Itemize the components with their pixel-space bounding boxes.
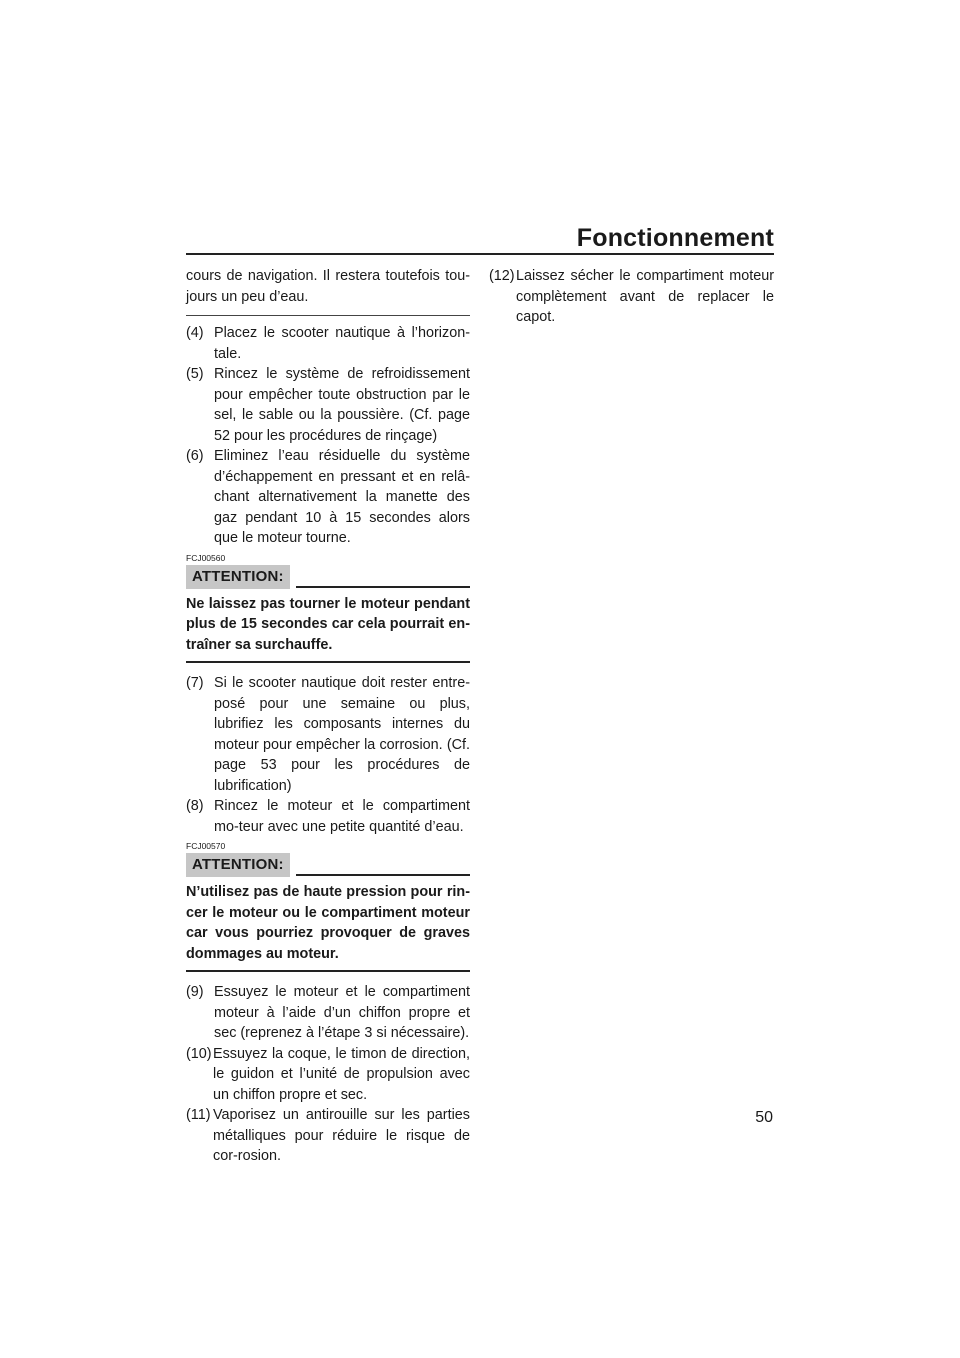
attention-text: N’utilisez pas de haute pression pour rin-cer le moteur ou le compartiment moteur car vous pourriez provoquer de graves dommages au moteur. <box>186 884 470 962</box>
step-6 <box>186 446 470 549</box>
step-number: (5) <box>186 366 204 382</box>
step-number: (11) <box>186 1107 211 1123</box>
attention-label: ATTENTION: <box>186 853 290 877</box>
step-9 <box>186 982 470 1044</box>
step-7 <box>186 673 470 796</box>
attention-text: Ne laissez pas tourner le moteur pendant plus de 15 secondes car cela pourrait en-traîner sa surchauffe. <box>186 595 470 653</box>
step-number: (8) <box>186 798 204 814</box>
attention-header <box>186 851 470 877</box>
step-text: Placez le scooter nautique à l’horizon-tale. <box>214 325 470 362</box>
step-number: (4) <box>186 325 204 341</box>
step-text: Rincez le moteur et le compartiment mo-teur avec une petite quantité d’eau. <box>214 798 470 835</box>
attention-rule <box>296 874 470 876</box>
step-text: Rincez le système de refroidissement pour empêcher toute obstruction par le sel, le sable ou la poussière. (Cf. page 52 pour les procédures de rinçage) <box>214 366 470 444</box>
left-column <box>186 266 470 1167</box>
page-header-title: Fonctionnement <box>576 224 774 252</box>
step-10 <box>186 1044 470 1106</box>
attention-end-rule <box>186 661 470 663</box>
attention-code: FCJ00560 <box>186 552 226 563</box>
step-number: (10) <box>186 1045 212 1062</box>
step-8 <box>186 796 470 837</box>
step-text: Eliminez l’eau résiduelle du système d’échappement en pressant et en relâ-chant alternativement la manette des gaz pendant 10 à 15 secondes alors que le moteur tourne. <box>214 448 470 546</box>
step-11 <box>186 1105 470 1167</box>
section-rule <box>186 315 470 316</box>
attention-label: ATTENTION: <box>186 565 290 589</box>
step-number: (6) <box>186 448 204 464</box>
step-number: (7) <box>186 675 204 691</box>
attention-end-rule <box>186 970 470 972</box>
page-number: 50 <box>755 1109 773 1126</box>
attention-rule <box>296 586 470 588</box>
header-rule <box>186 253 774 255</box>
step-text: Si le scooter nautique doit rester entre-posé pour une semaine ou plus, lubrifiez les composants internes du moteur pour empêcher la corrosion. (Cf. page 53 pour les procédures de lubrification) <box>214 675 470 794</box>
step-5 <box>186 364 470 446</box>
step-number: (12) <box>489 268 515 284</box>
attention-code: FCJ00570 <box>186 841 226 851</box>
step-text: Essuyez le moteur et le compartiment moteur à l’aide d’un chiffon propre et sec (reprenez à l’étape 3 si nécessaire). <box>214 984 470 1041</box>
attention-header <box>186 563 470 589</box>
step-text: Laissez sécher le compartiment moteur complètement avant de replacer le capot. <box>516 268 774 325</box>
right-column <box>489 266 774 328</box>
step-text: Essuyez la coque, le timon de direction, le guidon et l’unité de propulsion avec un chiffon propre et sec. <box>213 1045 470 1103</box>
step-4 <box>186 323 470 364</box>
step-12 <box>489 266 774 328</box>
step-text: Vaporisez un antirouille sur les parties métalliques pour réduire le risque de cor-rosion. <box>213 1107 470 1164</box>
intro-paragraph: cours de navigation. Il restera toutefois tou-jours un peu d’eau. <box>186 268 470 305</box>
step-number: (9) <box>186 984 204 1000</box>
